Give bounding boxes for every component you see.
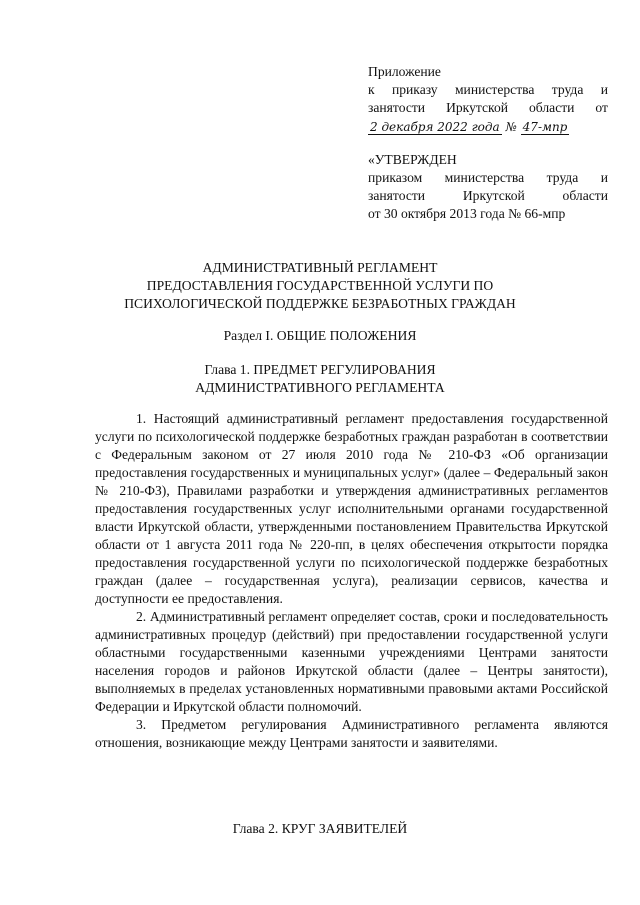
approved-order-line: приказом министерства труда и — [368, 170, 608, 185]
paragraph-2: 2. Административный регламент определяет состав, сроки и последовательность административных процедур (действий) при предоставлении государственной услуги областными государственными казенными учреждениями Центрами занятости населения городов и районов Иркутской области (далее – Центры занятости), выполняемых в пределах установленных нормативными правовыми актами Российской Федерации и Иркутской области полномочий. — [95, 609, 608, 714]
title-line-1: АДМИНИСТРАТИВНЫЙ РЕГЛАМЕНТ — [202, 260, 438, 275]
handwritten-date-number — [368, 118, 608, 136]
title-line-2: ПРЕДОСТАВЛЕНИЯ ГОСУДАРСТВЕННОЙ УСЛУГИ ПО — [146, 278, 494, 293]
section-heading: Раздел I. ОБЩИЕ ПОЛОЖЕНИЯ — [223, 328, 417, 343]
approved-ministry-line: занятости Иркутской области — [368, 188, 608, 203]
appendix-order-line: к приказу министерства труда и — [368, 82, 608, 97]
document-body — [95, 410, 608, 752]
chapter-1-heading — [80, 361, 560, 397]
handwritten-date: 2 декабря 2022 года — [370, 120, 500, 134]
approved-label: «УТВЕРЖДЕН — [368, 152, 457, 167]
title-line-3: ПСИХОЛОГИЧЕСКОЙ ПОДДЕРЖКЕ БЕЗРАБОТНЫХ ГРАЖДАН — [124, 296, 516, 311]
paragraph-3: 3. Предметом регулирования Административного регламента являются отношения, возникающие между Центрами занятости и заявителями. — [95, 717, 608, 750]
appendix-ministry-line: занятости Иркутской области от — [368, 100, 608, 115]
approved-block — [368, 151, 608, 223]
handwritten-number: 47-мпр — [522, 120, 568, 134]
appendix-block — [368, 63, 608, 136]
chapter-2-heading: Глава 2. КРУГ ЗАЯВИТЕЛЕЙ — [232, 821, 408, 836]
number-sign: № — [505, 120, 517, 134]
approved-date-line: от 30 октября 2013 года № 66-мпр — [368, 206, 566, 221]
appendix-label: Приложение — [368, 64, 441, 79]
document-title — [80, 259, 560, 313]
chapter-1-line-2: АДМИНИСТРАТИВНОГО РЕГЛАМЕНТА — [195, 380, 445, 395]
chapter-1-line-1: Глава 1. ПРЕДМЕТ РЕГУЛИРОВАНИЯ — [204, 362, 436, 377]
paragraph-1: 1. Настоящий административный регламент предоставления государственной услуги по психологической поддержке безработных граждан разработан в соответствии с Федеральным законом от 27 июля 2010 года № 210-ФЗ «Об организации предоставления государственных и муниципальных услуг» (далее – Федеральный закон № 210-ФЗ), Правилами разработки и утверждения административных регламентов предоставления государственных услуг исполнительными органами государственной власти Иркутской области, утвержденными постановлением Правительства Иркутской области от 1 августа 2011 года № 220-пп, в целях обеспечения открытости порядка предоставления государственной услуги по психологической поддержке безработных граждан (далее – государственная услуга), реализации сервисов, качества и доступности ее предоставления. — [95, 411, 608, 606]
